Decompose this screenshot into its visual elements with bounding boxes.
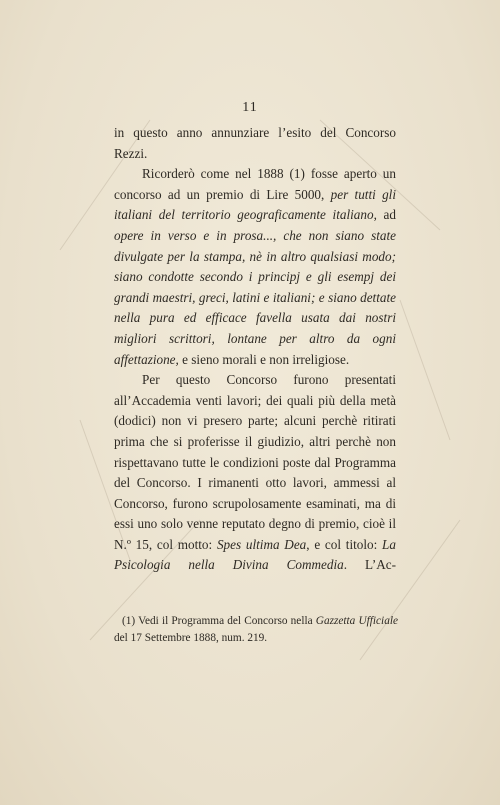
p2-segment-0: Ricorderò come nel 1888 (1) fosse aperto un concorso ad un premio di Lire 5000, xyxy=(114,166,396,202)
p2-segment-1-italic: per tutti gli italiani del territorio geograficamente italiano xyxy=(114,186,397,223)
p2-segment-2: , ad xyxy=(373,207,396,223)
footnote-segment-2: del 17 Settembre 1888, num. 219. xyxy=(114,632,268,644)
p3-segment-0: Per questo Concorso furono presentati all’Accademia venti lavori; dei quali più della metà (dodici) non vi presero parte; alcuni perchè ritirati prima che si proferisse il giudizio, altri perchè non rispettavano tutte le condizioni poste dal Programma del Concorso. I rimanenti otto lavori, ammessi al Concorso, furono scrupolosamente esaminati, ma di essi uno solo venne reputato degno di premio, cioè il N.º 15, col motto: xyxy=(114,372,396,552)
page-number: 11 xyxy=(242,100,258,115)
p1-segment-0: in questo anno annunziare l’esito del Concorso Rezzi. xyxy=(114,125,396,161)
p3-segment-2: , e col titolo: xyxy=(306,536,383,552)
p2-segment-4: e sieno morali e non irreligiose. xyxy=(178,351,350,367)
paragraph-2 xyxy=(114,164,396,370)
p2-segment-3-italic: opere in verso e in prosa..., che non siano state divulgate per la stampa, nè in altro qualsiasi modo; siano condotte secondo i principj e gli esempj dei grandi maestri, greci, latini e italiani; e siano dettate nella pura ed efficace favella usata dai nostri migliori scrittori, lontane per altro da ogni affettazione, xyxy=(114,227,396,367)
footnote-segment-0: (1) Vedi il Programma del Concorso nella xyxy=(122,615,316,627)
paragraph-1 xyxy=(114,123,396,164)
p3-segment-1-italic: Spes ultima Dea xyxy=(216,536,307,552)
footnote-segment-1-italic: Gazzetta Ufficiale xyxy=(315,615,398,627)
main-text xyxy=(114,123,396,576)
footnote xyxy=(114,613,398,647)
p3-segment-3-italic: La Psicologia nella Divina Commedia xyxy=(114,536,396,573)
p3-segment-4: . L’Ac- xyxy=(343,557,396,573)
paragraph-3 xyxy=(114,370,396,576)
